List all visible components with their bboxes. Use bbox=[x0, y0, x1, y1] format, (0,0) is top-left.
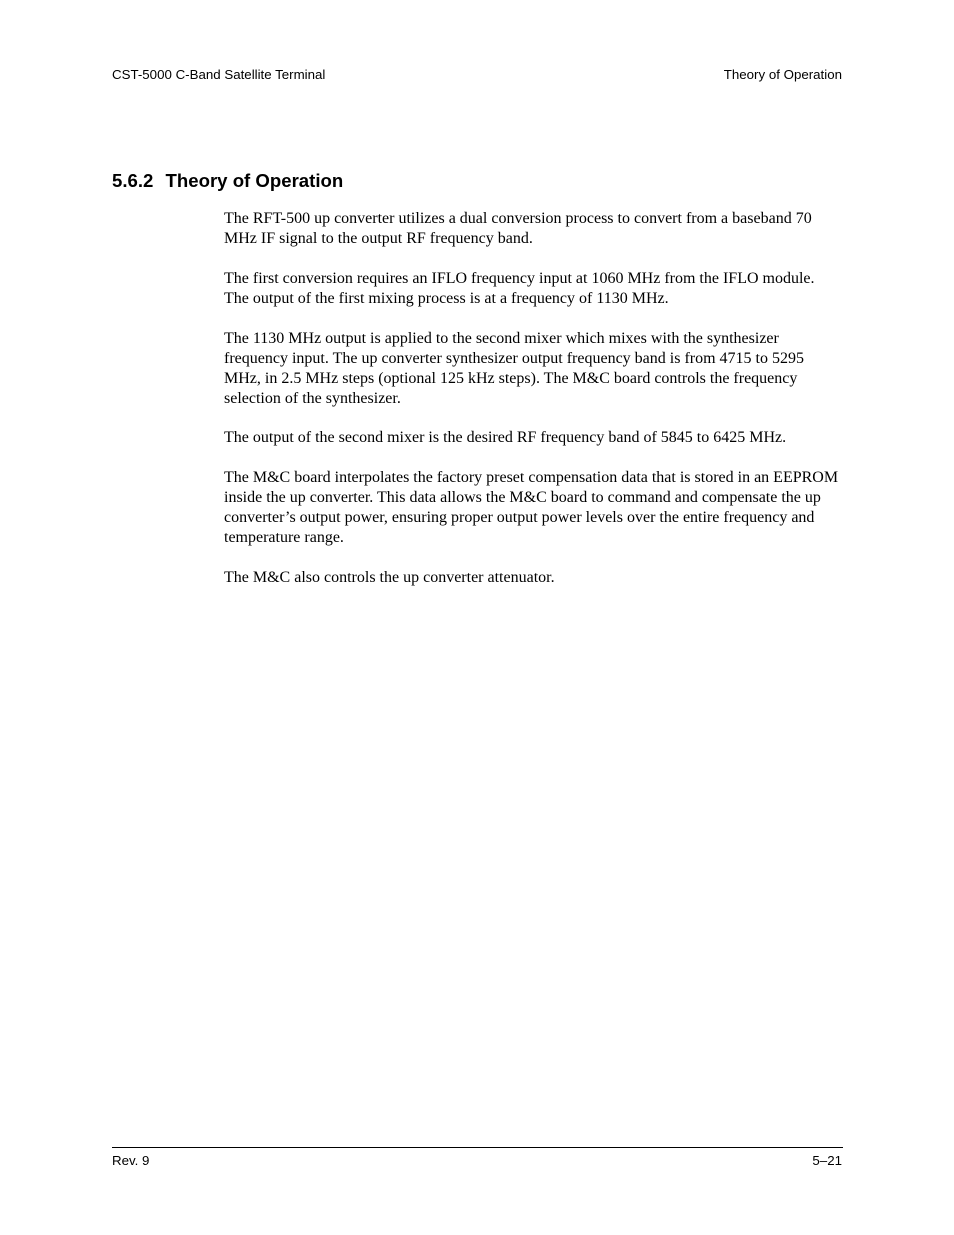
body-paragraph: The M&C board interpolates the factory preset compensation data that is stored in an EEPROM inside the up converter. This data allows the M&C board to command and compensate the up converter’s output power, ensuring proper output power levels over the entire frequency and temperature range. bbox=[224, 469, 839, 547]
header-chapter-title: Theory of Operation bbox=[723, 67, 842, 82]
running-header bbox=[112, 66, 842, 84]
header-document-title: CST-5000 C-Band Satellite Terminal bbox=[112, 67, 326, 82]
body-paragraph: The 1130 MHz output is applied to the second mixer which mixes with the synthesizer frequency input. The up converter synthesizer output frequency band is from 4715 to 5295 MHz, in 2.5 MHz steps (optional 125 kHz steps). The M&C board controls the frequency selection of the synthesizer. bbox=[224, 329, 804, 407]
section-number: 5.6.2 bbox=[112, 170, 154, 191]
body-paragraph: The output of the second mixer is the desired RF frequency band of 5845 to 6425 MHz. bbox=[224, 429, 787, 447]
running-footer bbox=[112, 1152, 842, 1170]
footer-revision: Rev. 9 bbox=[112, 1153, 150, 1168]
footer-page-number: 5–21 bbox=[812, 1153, 842, 1168]
body-paragraph: The RFT-500 up converter utilizes a dual conversion process to convert from a baseband 70 MHz IF signal to the output RF frequency band. bbox=[224, 210, 812, 247]
footer-divider bbox=[112, 1147, 843, 1148]
section-heading bbox=[112, 169, 343, 193]
body-paragraph: The M&C also controls the up converter attenuator. bbox=[224, 568, 555, 586]
section-body bbox=[224, 209, 842, 608]
section-title: Theory of Operation bbox=[165, 170, 344, 191]
body-paragraph: The first conversion requires an IFLO frequency input at 1060 MHz from the IFLO module. The output of the first mixing process is at a frequency of 1130 MHz. bbox=[224, 269, 815, 307]
